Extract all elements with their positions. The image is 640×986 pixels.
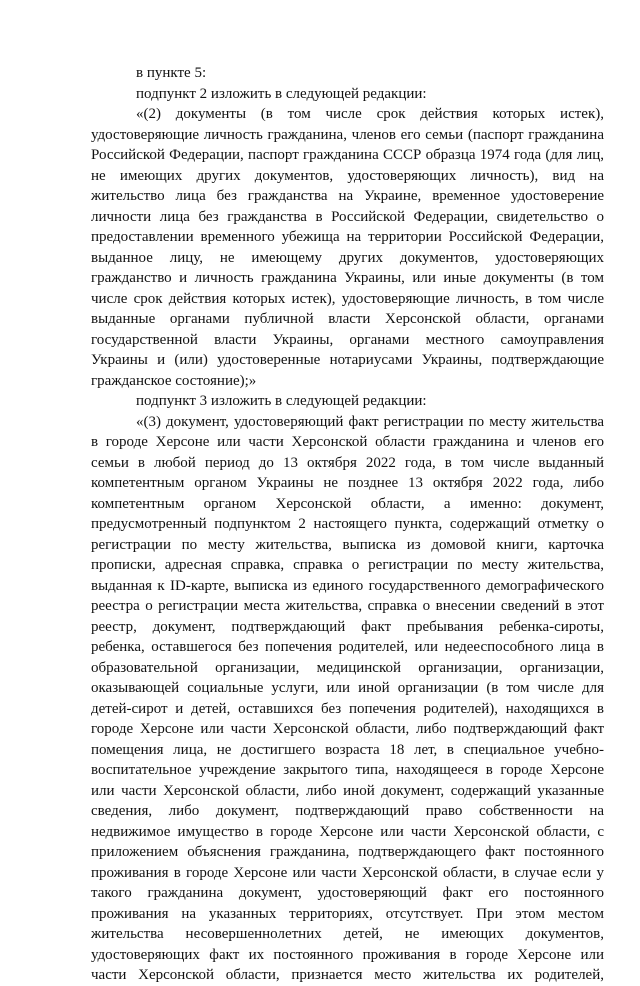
text-line: такого гражданина документ, удостоверяющий факт его постоянного <box>91 885 604 901</box>
text-line: семьи в любой период до 13 октября 2022 года, в том числе выданный <box>91 454 604 471</box>
text-line: подпункт 3 изложить в следующей редакции: <box>136 393 427 409</box>
text-line: проживания на указанных территориях, отсутствует. При этом местом <box>91 905 604 922</box>
text-line: государственной власти Украины, органами местного самоуправления <box>91 331 604 348</box>
text-line: выданное лицу, не имеющему других документов, удостоверяющих <box>91 249 604 266</box>
text-line: помещения лица, не достигшего возраста 18 лет, в специальное учебно- <box>91 741 604 758</box>
text-line: «(2) документы (в том числе срок действия которых истек), <box>136 106 604 122</box>
text-line: гражданство и личность гражданина Украины, или иные документы (в том <box>91 270 604 286</box>
text-line: не имеющих других документов, удостоверяющих личность), вид на <box>91 167 604 184</box>
text-line: в пункте 5: <box>136 65 207 81</box>
text-line: гражданское состояние);» <box>91 372 257 389</box>
text-line: реестр, документ, подтверждающий факт пребывания ребенка-сироты, <box>91 618 604 635</box>
text-line: прописки, адресная справка, справка о регистрации по месту жительства, <box>91 557 604 573</box>
text-line: городе Херсоне или части Херсонской области, либо подтверждающий факт <box>91 721 604 737</box>
text-line: воспитательное учреждение закрытого типа, находящееся в городе Херсоне <box>91 762 604 778</box>
text-line: реестра о регистрации места жительства, справка о внесении сведений в этот <box>91 598 604 614</box>
text-line: предоставлении временного убежища на территории Российской Федерации, <box>91 229 604 245</box>
text-line: регистрации по месту жительства, выписка из домовой книги, карточка <box>91 536 604 553</box>
text-line: компетентным органом Украины не позднее 13 октября 2022 года, либо <box>91 475 604 491</box>
text-line: жительства несовершеннолетних детей, не имеющих документов, <box>91 926 604 942</box>
text-line: личности лица без гражданства в Российской Федерации, свидетельство о <box>91 208 604 225</box>
text-line: приложением объяснения гражданина, подтверждающего факт постоянного <box>91 844 604 860</box>
text-line: выданная к ID-карте, выписка из единого государственного демографического <box>91 577 604 594</box>
text-line: компетентным органом Херсонской области, а именно: документ, <box>91 495 604 512</box>
text-line: или части Херсонской области, либо иной документ, содержащий указанные <box>91 782 604 799</box>
text-line: проживания в городе Херсоне или части Херсонской области, в случае если у <box>91 864 604 881</box>
text-line: Украины и (или) удостоверенные нотариусами Украины, подтверждающие <box>91 352 604 368</box>
text-line: удостоверяющих факт их постоянного проживания в городе Херсоне или <box>91 946 604 963</box>
text-line: образовательной организации, медицинской организации, организации, <box>91 659 604 676</box>
text-line: подпункт 2 изложить в следующей редакции: <box>136 85 427 102</box>
text-line: удостоверяющие личность гражданина, членов его семьи (паспорт гражданина <box>91 126 604 143</box>
text-line: Российской Федерации, паспорт гражданина СССР образца 1974 года (для лиц, <box>91 147 604 163</box>
text-line: части Херсонской области, признается место жительства их родителей, <box>91 967 604 983</box>
text-line: жительство лица без гражданства на Украине, временное удостоверение <box>91 188 604 204</box>
text-line: сведения, либо документ, подтверждающий право собственности на <box>91 803 604 819</box>
text-line: в городе Херсоне или части Херсонской области гражданина и членов его <box>91 434 604 450</box>
text-line: предусмотренный подпунктом 2 настоящего пункта, содержащий отметку о <box>91 516 604 532</box>
text-line: недвижимое имущество в городе Херсоне или части Херсонской области, с <box>91 823 604 840</box>
text-line: ребенка, оставшегося без попечения родителей, или недееспособного лица в <box>91 639 604 655</box>
text-line: выданные органами публичной власти Херсонской области, органами <box>91 311 604 327</box>
text-line: оказывающей социальные услуги, или иной организации (в том числе для <box>91 680 604 696</box>
text-line: «(3) документ, удостоверяющий факт регистрации по месту жительства <box>136 413 604 430</box>
text-line: числе срок действия которых истек), удостоверяющие личность, в том числе <box>91 290 604 307</box>
text-line: детей-сирот и детей, оставшихся без попечения родителей), находящихся в <box>91 700 604 717</box>
